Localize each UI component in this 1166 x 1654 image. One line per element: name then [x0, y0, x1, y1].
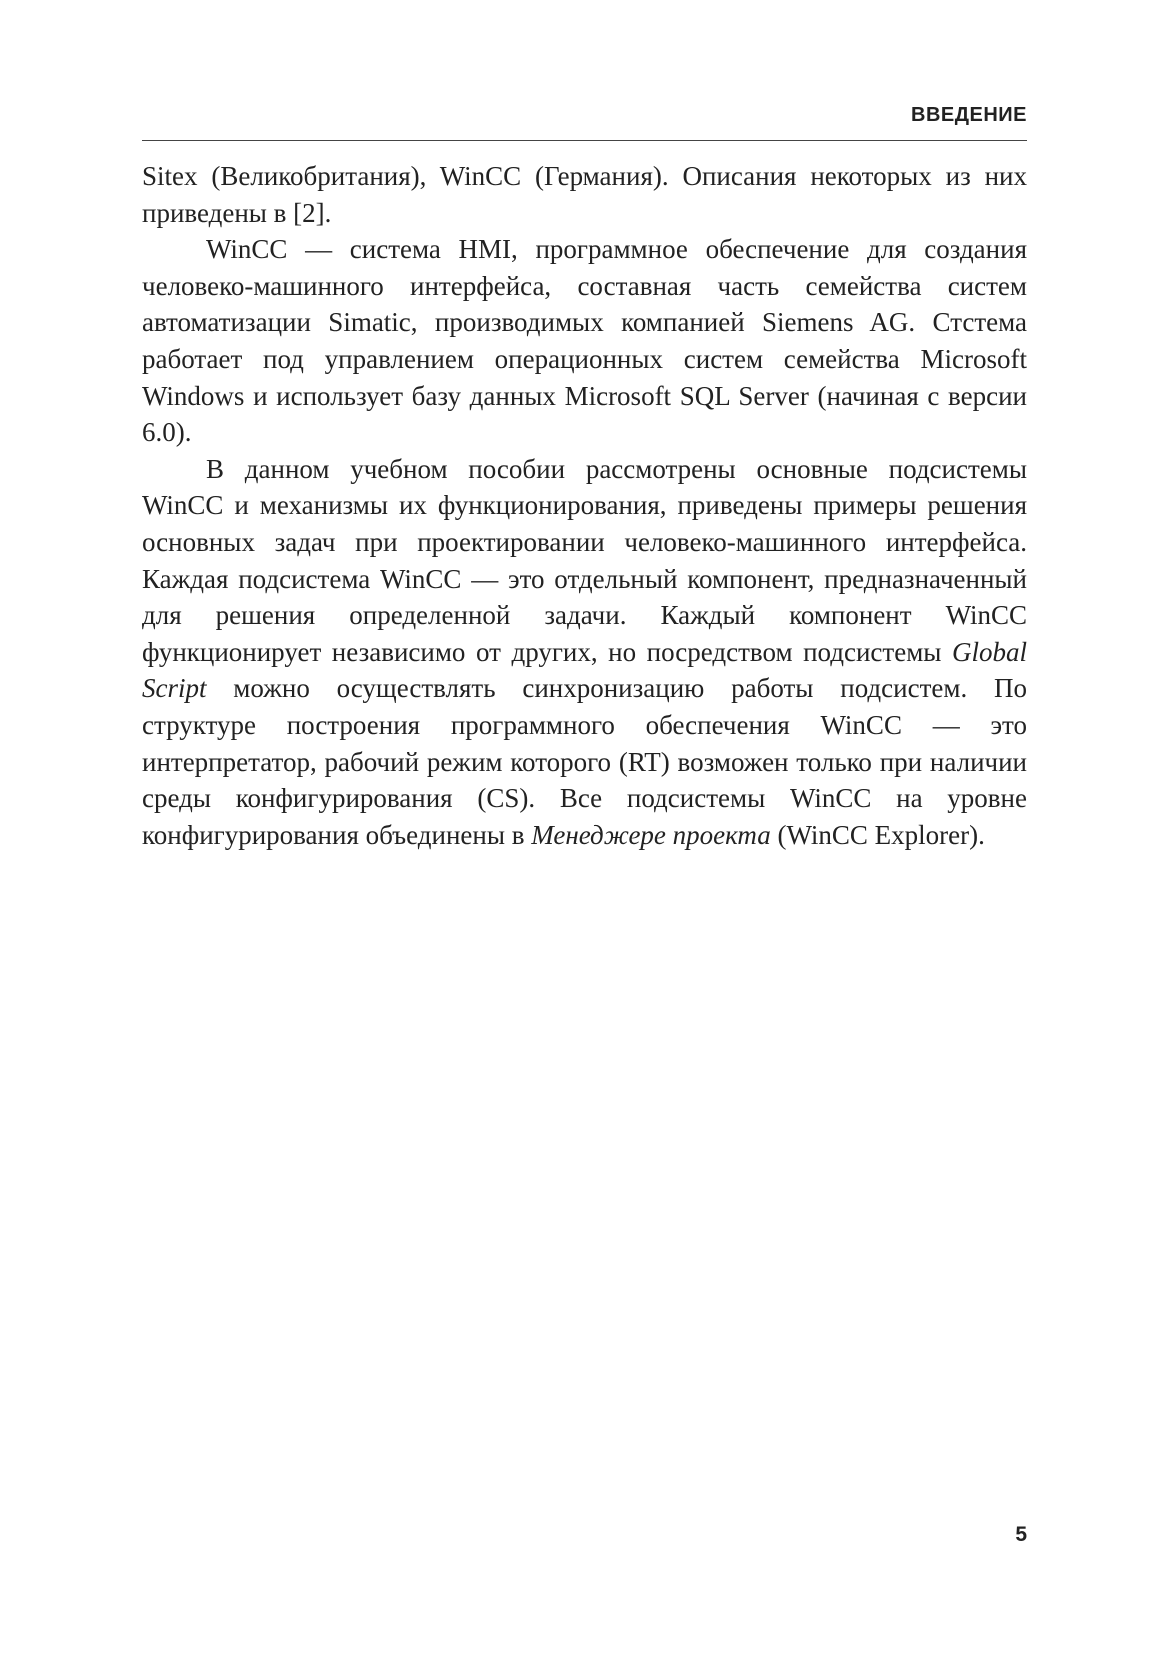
body-text — [142, 158, 1027, 853]
global-script-term: Global Script — [142, 636, 1027, 704]
project-manager-term: Менеджере проекта — [531, 819, 771, 850]
paragraph-3-text-3: (WinCC Explorer). — [770, 819, 985, 850]
page-number: 5 — [1015, 1523, 1027, 1546]
paragraph-3 — [142, 451, 1027, 854]
paragraph-2: WinCC — система HMI, программное обеспечение для создания человеко-машинного интерфейса, составная часть семейства систем автоматизации Simatic, производимых компанией Siemens AG. Стстема работает под управлением операционных систем семейства Microsoft Windows и использует базу данных Microsoft SQL Server (начиная с версии 6.0). — [142, 234, 1027, 448]
running-head: ВВЕДЕНИЕ — [911, 104, 1027, 126]
paragraph-3-text-1: В данном учебном пособии рассмотрены основные подсистемы WinCC и механизмы их функционирования, приведены примеры решения основных задач при проектировании человеко-машинного интерфейса. Каждая подсистема WinCC — это отдельный компонент, предназначенный для решения определенной задачи. Каждый компонент WinCC функционирует независимо от других, но посредством подсистемы — [142, 453, 1027, 667]
paragraph-1: Sitex (Великобритания), WinCC (Германия). Описания некоторых из них приведены в [2]. — [142, 161, 1027, 228]
header-rule — [142, 140, 1027, 141]
paragraph-3-text-2: можно осуществлять синхронизацию работы подсистем. По структуре построения программного обеспечения WinCC — это интерпретатор, рабочий режим которого (RT) возможен только при наличии среды конфигурирования (CS). Все подсистемы WinCC на уровне конфигурирования объединены в — [142, 673, 1027, 850]
